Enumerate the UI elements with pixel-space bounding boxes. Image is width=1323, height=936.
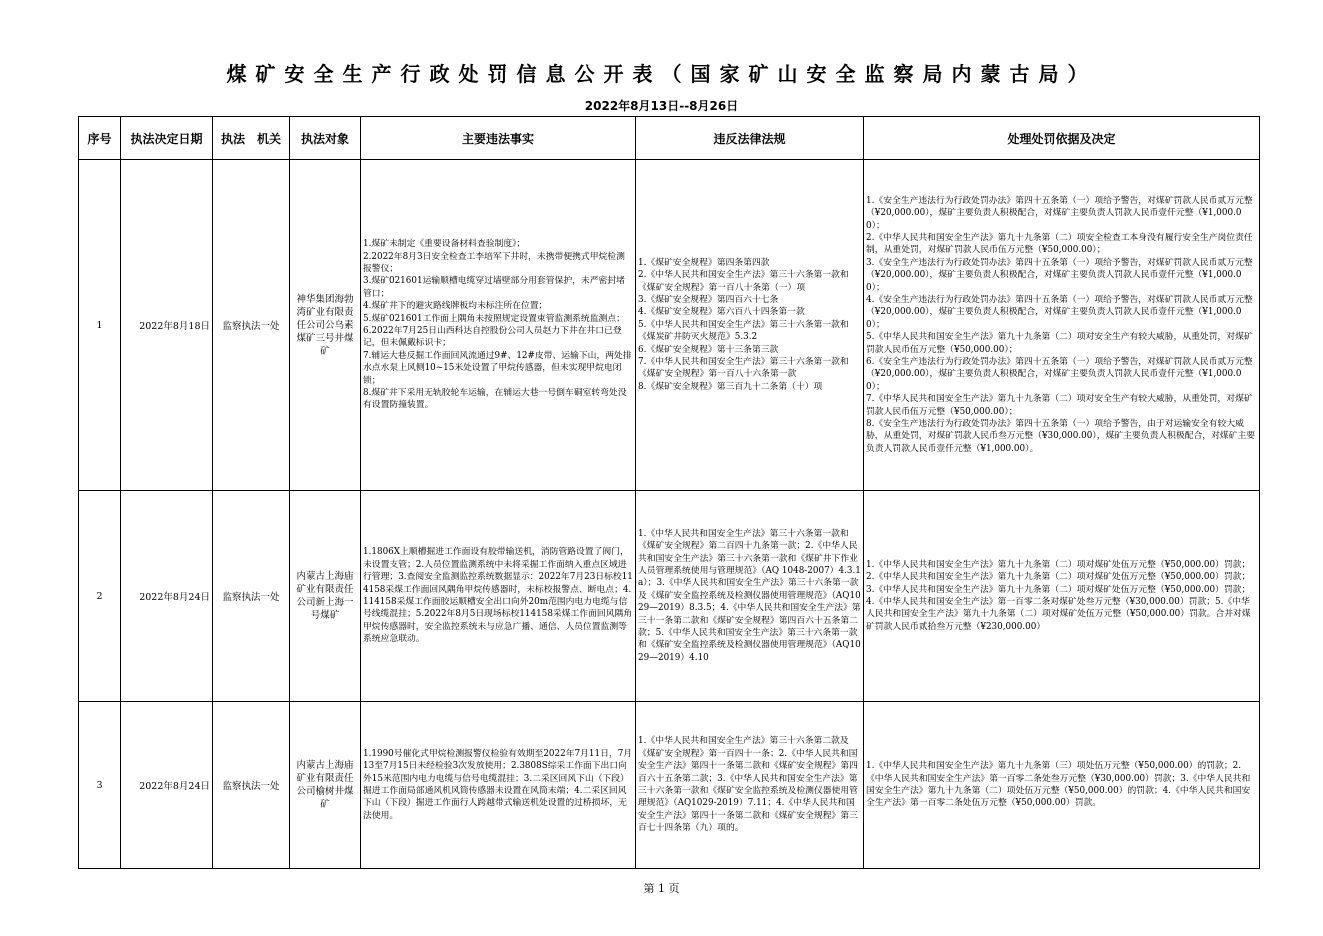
decision-item: 5.《中华人民共和国安全生产法》第九十九条第（二）项对安全生产有较大威胁，从重处罚，对煤矿罚款人民币伍万元整（¥50,000.00）； [866, 332, 1253, 355]
row-date: 2022年8月18日 [121, 160, 213, 491]
page-number: 第 1 页 [643, 882, 680, 895]
row-decision [864, 160, 1260, 491]
row-target: 内蒙古上海庙矿业有限责任公司榆树井煤矿 [290, 702, 361, 869]
col-header-facts: 主要违法事实 [361, 117, 636, 160]
law-item: 8.《煤矿安全规程》第三百九十二条第（十）项 [638, 381, 823, 392]
col-header-no: 序号 [79, 117, 121, 160]
decision-item: 1.《中华人民共和国安全生产法》第九十九条第（二）项对煤矿处伍万元整（¥50,000.00）罚款；2.《中华人民共和国安全生产法》第九十九条第（二）项对煤矿处伍万元整（¥50,000.00）罚款；3.《中华人民共和国安全生产法》第九十九条第（二）项对煤矿处伍万元整（¥50,000.00）罚款；4.《中华人民共和国安全生产法》第一百零二条对煤矿处叁万元整（¥30,000.00）罚款；5.《中华人民共和国安全生产法》第九十九条第（二）项对煤矿处伍万元整（¥50,000.00）罚款。合并对煤矿罚款人民币贰拾叁万元整（¥230,000.00） [866, 559, 1251, 632]
fact-item: 1.1990号催化式甲烷检测报警仪检验有效期至2022年7月11日，7月13至7月15日未经检验3次发放使用；2.3808S综采工作面下出口向外15米范围内电力电缆与信号电缆混挂；3.二采区回风下山（下段）掘进工作面局部通风机风筒传感器未设置在风筒末端；4.二采区回风下山（下段）掘进工作面行人跨越带式输送机处设置的过桥损坏，无法使用。 [363, 748, 633, 821]
law-item: 6.《煤矿安全规程》第十三条第三款 [638, 344, 779, 355]
col-header-date: 执法决定日期 [121, 117, 213, 160]
table-row [79, 702, 1260, 869]
col-header-laws: 违反法律法规 [636, 117, 864, 160]
row-facts [361, 491, 636, 702]
law-item: 5.《中华人民共和国安全生产法》第三十六条第一款和《煤炭矿井防灭火规范》5.3.2 [638, 319, 849, 343]
row-target: 内蒙古上海庙矿业有限责任公司新上海一号煤矿 [290, 491, 361, 702]
col-header-decision: 处理处罚依据及决定 [864, 117, 1260, 160]
table-row [79, 491, 1260, 702]
row-date: 2022年8月24日 [121, 702, 213, 869]
table-row [79, 160, 1260, 491]
row-no: 1 [79, 160, 121, 491]
row-decision [864, 491, 1260, 702]
law-item: 7.《中华人民共和国安全生产法》第三十六条第一款和《煤矿安全规程》第一百八十六条第一款 [638, 357, 849, 380]
law-item: 3.《煤矿安全规程》第四百六十七条 [638, 294, 779, 305]
law-item: 1.《中华人民共和国安全生产法》第三十六条第二款及《煤矿安全规程》第一百四十一条；2.《中华人民共和国安全生产法》第四十一条第二款和《煤矿安全规程》第四百六十五条第二款；3.《中华人民共和国安全生产法》第三十六条第一款和《煤矿安全监控系统及检测仪器使用管理规范》（AQ1029-2019）7.11；4.《中华人民共和国安全生产法》第四十一条第二款和《煤矿安全规程》第三百七十四条第（九）项的。 [638, 736, 858, 834]
decision-item: 6.《安全生产违法行为行政处罚办法》第四十五条第（一）项给予警告，对煤矿罚款人民币贰万元整（¥20,000.00），煤矿主要负责人积极配合，对煤矿主要负责人罚款人民币壹仟元整（¥1,000.00）； [866, 357, 1253, 392]
fact-item: 2.2022年8月3日安全检查工李培军下井时，未携带便携式甲烷检测报警仪； [363, 251, 625, 274]
row-agency: 监察执法一处 [213, 702, 290, 869]
date-range: 2022年8月13日--8月26日 [584, 99, 739, 113]
page-title: 煤矿安全生产行政处罚信息公开表（国家矿山安全监察局内蒙古局） [226, 62, 1097, 86]
fact-item: 4.煤矿井下的避灾路线牌板均未标注所在位置； [363, 301, 548, 312]
fact-item: 7.辅运大巷反掘工作面回风流通过9#、12#皮带、运输下山，两处排水点水泵上风侧10~15米处设置了甲烷传感器，但未实现甲烷电闭锁； [363, 350, 632, 386]
row-no: 3 [79, 702, 121, 869]
fact-item: 1.煤矿未制定《重要设备材料查验制度》； [363, 239, 526, 250]
decision-item: 2.《中华人民共和国安全生产法》第九十九条第（二）项安全检查工本身没有履行安全生产岗位责任制，从重处罚，对煤矿罚款人民币伍万元整（¥50,000.00）； [866, 232, 1253, 256]
col-header-agency: 执法 机关 [213, 117, 290, 160]
decision-item: 8.《安全生产违法行为行政处罚办法》第四十五条第（一）项给予警告，由于对运输安全有较大威胁，从重处罚，对煤矿罚款人民币叁万元整（¥30,000.00），煤矿主要负责人积极配合，对煤矿主要负责人罚款人民币壹仟元整（¥1,000.00）。 [866, 419, 1256, 454]
decision-item: 1.《安全生产违法行为行政处罚办法》第四十五条第（一）项给予警告，对煤矿罚款人民币贰万元整（¥20,000.00），煤矿主要负责人积极配合，对煤矿主要负责人罚款人民币壹仟元整（¥1,000.00）； [866, 195, 1253, 231]
row-laws [636, 702, 864, 869]
col-header-target: 执法对象 [290, 117, 361, 160]
fact-item: 8.煤矿井下采用无轨胶轮车运输，在辅运大巷一号倒车硐室转弯处没有设置防撞装置。 [363, 388, 627, 411]
decision-item: 3.《安全生产违法行为行政处罚办法》第四十五条第（一）项给予警告，对煤矿罚款人民币贰万元整（¥20,000.00），煤矿主要负责人积极配合，对煤矿主要负责人罚款人民币壹仟元整（¥1,000.00）； [866, 257, 1253, 293]
row-laws [636, 160, 864, 491]
law-item: 4.《煤矿安全规程》第六百八十四条第一款 [638, 307, 805, 318]
penalty-table [78, 116, 1260, 869]
decision-item: 4.《安全生产违法行为行政处罚办法》第四十五条第（一）项给予警告，对煤矿罚款人民币贰万元整（¥20,000.00），煤矿主要负责人积极配合，对煤矿主要负责人罚款人民币壹仟元整（¥1,000.00）； [866, 294, 1253, 330]
header-row [79, 117, 1260, 160]
decision-item: 1.《中华人民共和国安全生产法》第九十九条第（三）项处伍万元整（¥50,000.00）的罚款；2.《中华人民共和国安全生产法》第一百零二条处叁万元整（¥30,000.00）罚款；3.《中华人民共和国安全生产法》第九十九条第（二）项处伍万元整（¥50,000.00）的罚款；4.《中华人民共和国安全生产法》第一百零二条处伍万元整（¥50,000.00）罚款。 [866, 761, 1251, 809]
law-item: 1.《煤矿安全规程》第四条第四款 [638, 257, 770, 268]
law-item: 1.《中华人民共和国安全生产法》第三十六条第一款和《煤矿安全规程》第二百四十九条第一款；2.《中华人民共和国安全生产法》第三十六条第一款和《煤矿井下作业人员管理系统使用与管理规范》（AQ 1048-2007）4.3.1 a）；3.《中华人民共和国安全生产法》第三十六条第一款及《煤矿安全监控系统及检测仪器使用管理规范》（AQ1029—2019）8.3.5；4.《中华人民共和国安全生产法》第三十一条第二款和《煤矿安全规程》第四百六十五条第二款；5.《中华人民共和国安全生产法》第三十六条第一款和《煤矿安全监控系统及检测仪器使用管理规范》（AQ1029—2019）4.10 [638, 528, 861, 663]
row-decision [864, 702, 1260, 869]
row-facts [361, 160, 636, 491]
fact-item: 3.煤矿021601运输顺槽电缆穿过墙壁部分用套管保护，未严密封堵管口； [363, 276, 625, 299]
row-target: 神华集团海勃湾矿业有限责任公司公乌素煤矿三号井煤矿 [290, 160, 361, 491]
decision-item: 7.《中华人民共和国安全生产法》第九十九条第（二）项对安全生产有较大威胁，从重处罚，对煤矿罚款人民币伍万元整（¥50,000.00）； [866, 394, 1253, 417]
row-agency: 监察执法一处 [213, 160, 290, 491]
row-laws [636, 491, 864, 702]
law-item: 2.《中华人民共和国安全生产法》第三十六条第一款和《煤矿安全规程》第一百八十条第（一）项 [638, 270, 849, 293]
fact-item: 5.煤矿021601工作面上隅角未按照规定设置束管监测系统监测点； [363, 313, 625, 324]
row-agency: 监察执法一处 [213, 491, 290, 702]
row-facts [361, 702, 636, 869]
fact-item: 6.2022年7月25日山西科达自控股份公司人员赵力下井在井口已登记，但未佩戴标识卡； [363, 326, 622, 349]
row-no: 2 [79, 491, 121, 702]
fact-item: 1.1806X上顺槽掘进工作面设有胶带输送机，消防管路设置了阀门，未设置支管；2.人员位置监测系统中未将采掘工作面纳入重点区域进行管理；3.查阅安全监测监控系统数据显示：2022年7月23日标校114158采煤工作面回风隅角甲烷传感器时，未标校报警点、断电点；4.114158采煤工作面胶运顺槽安全出口向外20m范围内电力电缆与信号线缆混挂；5.2022年8月5日现场标校114158采煤工作面回风隅角甲烷传感器时，安全监控系统未与应急广播、通信、人员位置监测等系统应急联动。 [363, 547, 633, 645]
row-date: 2022年8月24日 [121, 491, 213, 702]
